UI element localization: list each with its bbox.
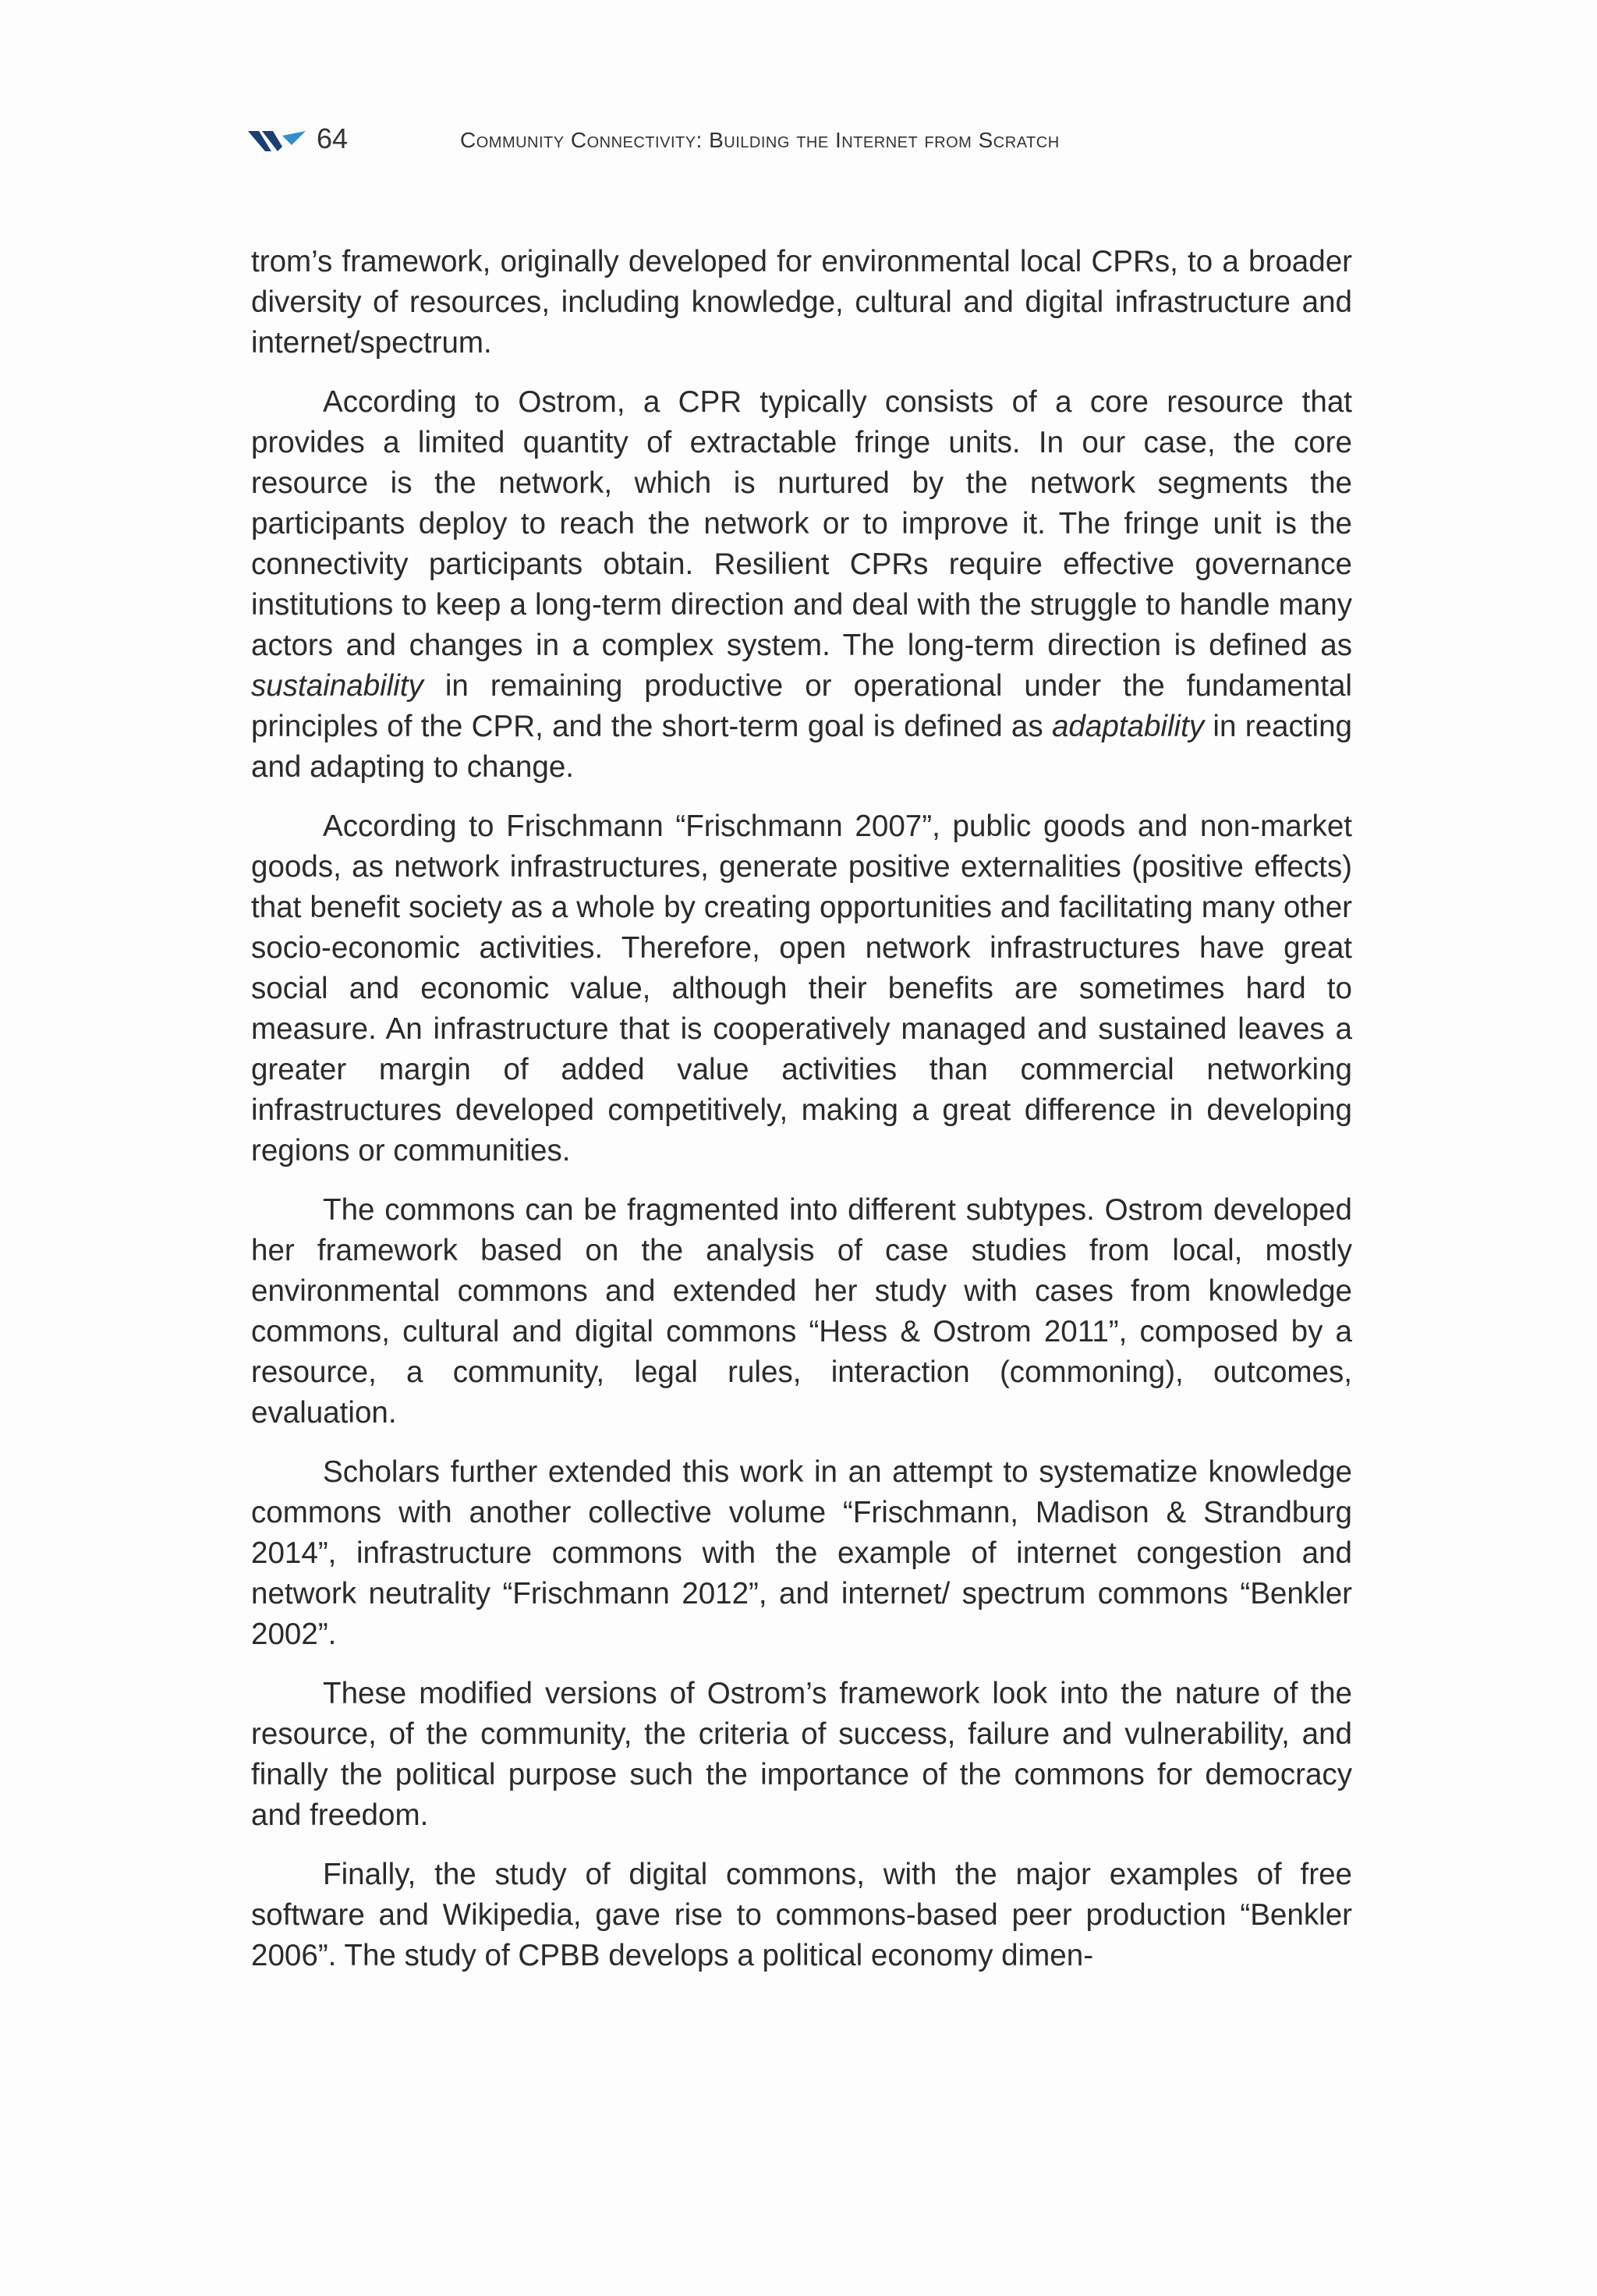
paragraph-text: According to Frischmann “Frischmann 2007”, public goods and non-market goods, as network infrastructures, generate positive externalities (positive effects) that benefit society as a whole by creating opportunities and facilitating many other socio-economic activities. Therefore, open network infrastructures have great social and economic value, although their benefits are sometimes hard to measure. An infrastructure that is cooperatively managed and sustained leaves a greater margin of added value activities than commercial networking infrastructures developed competitively, making a great difference in developing regions or communities.: [251, 810, 1352, 1167]
paragraph-text: According to Ostrom, a CPR typically consists of a core resource that provides a limited quantity of extractable fringe units. In our case, the core resource is the network, which is nurtured by the network segments the participants deploy to reach the network or to improve it. The fringe unit is the connectivity participants obtain. Resilient CPRs require effective governance institutions to keep a long-term direction and deal with the struggle to handle many actors and changes in a complex system. The long-term direction is defined as: [251, 385, 1352, 662]
page-number: 64: [317, 122, 349, 154]
italic-term: sustainability: [251, 669, 423, 703]
publisher-logo-icon: [248, 128, 307, 154]
page-header: [248, 117, 1355, 164]
paragraph-text: trom’s framework, originally developed for environmental local CPRs, to a broader diversity of resources, including knowledge, cultural and digital infrastructure and internet/spectrum.: [251, 245, 1352, 360]
paragraph: [251, 1452, 1352, 1655]
paragraph-text: Scholars further extended this work in an attempt to systematize knowledge commons with another collective volume “Frischmann, Madison & Strandburg 2014”, infrastructure commons with the example of internet congestion and network neutrality “Frischmann 2012”, and internet/ spectrum commons “Benkler 2002”.: [251, 1455, 1352, 1651]
paragraph: [251, 1190, 1352, 1433]
paragraph: [251, 1674, 1352, 1836]
paragraph: [251, 806, 1352, 1171]
paragraph-text: in remaining productive or operational under the fundamental principles of the CPR, and the short-term goal is defined as: [251, 669, 1352, 743]
paragraph: [251, 382, 1352, 788]
paragraph-text: The commons can be fragmented into different subtypes. Ostrom developed her framework based on the analysis of case studies from local, mostly environmental commons and extended her study with cases from knowledge commons, cultural and digital commons “Hess & Ostrom 2011”, composed by a resource, a community, legal rules, interaction (commoning), outcomes, evaluation.: [251, 1193, 1352, 1430]
paragraph-text: in reacting and adapting to change.: [251, 710, 1352, 784]
paragraph-text: These modified versions of Ostrom’s framework look into the nature of the resource, of the community, the criteria of success, failure and vulnerability, and finally the political purpose such the importance of the commons for democracy and freedom.: [251, 1677, 1352, 1832]
body-text: [251, 242, 1352, 1995]
paragraph-text: Finally, the study of digital commons, with the major examples of free software and Wikipedia, gave rise to commons-based peer production “Benkler 2006”. The study of CPBB develops a political economy dimen-: [251, 1858, 1352, 1972]
paragraph: [251, 242, 1352, 363]
italic-term: adaptability: [1051, 710, 1205, 743]
paragraph: [251, 1855, 1352, 1976]
running-title: Community Connectivity: Building the Internet from Scratch: [460, 128, 1060, 152]
